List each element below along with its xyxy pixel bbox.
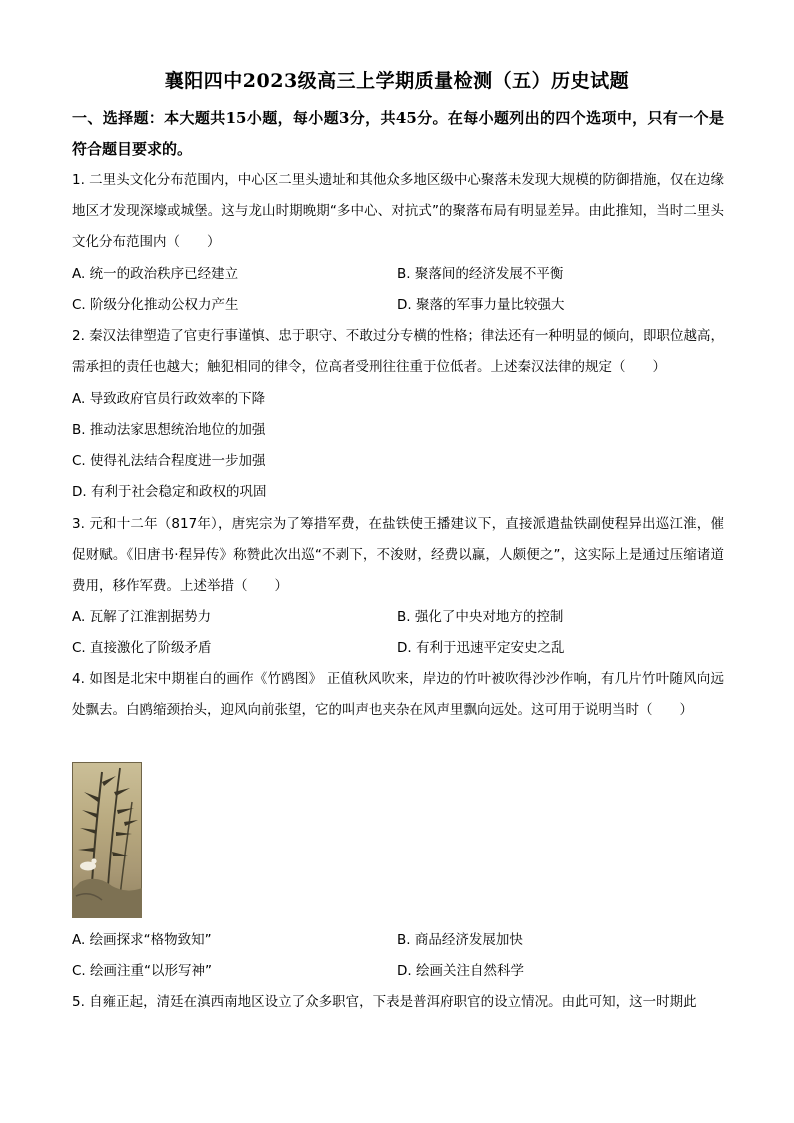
question-1-option-d: D. 聚落的军事力量比较强大 <box>397 297 565 313</box>
question-2-option-a: A. 导致政府官员行政效率的下降 <box>72 391 266 407</box>
question-1-option-c: C. 阶级分化推动公权力产生 <box>72 297 239 313</box>
page-title: 襄阳四中2023级高三上学期质量检测（五）历史试题 <box>164 70 630 92</box>
question-4-stem: 4. 如图是北宋中期崔白的画作《竹鸥图》 正值秋风吹来，岸边的竹叶被吹得沙沙作响，有几片竹叶随风向远处飘去。白鸥缩颈抬头，迎风向前张望，它的叫声也夹杂在风声里飘向远处。这可用于说明当时（ ） <box>72 671 724 718</box>
question-3-option-c: C. 直接激化了阶级矛盾 <box>72 640 212 656</box>
question-4-option-a: A. 绘画探求“格物致知” <box>72 932 212 948</box>
bamboo-gull-painting <box>72 762 142 918</box>
question-4-option-c: C. 绘画注重“以形写神” <box>72 963 212 979</box>
section-heading: 一、选择题：本大题共15小题，每小题3分，共45分。在每小题列出的四个选项中，只有一个是符合题目要求的。 <box>72 109 724 158</box>
question-2-option-b: B. 推动法家思想统治地位的加强 <box>72 422 266 438</box>
question-3-stem: 3. 元和十二年（817年），唐宪宗为了筹措军费，在盐铁使王播建议下，直接派遣盐铁副使程异出巡江淮，催促财赋。《旧唐书·程异传》称赞此次出巡“不剥下，不浚财，经费以赢，人颇便之”，这实际上是通过压缩诸道费用，移作军费。上述举措（ ） <box>72 516 724 594</box>
question-3-option-d: D. 有利于迅速平定安史之乱 <box>397 640 565 656</box>
question-1-option-a: A. 统一的政治秩序已经建立 <box>72 266 239 282</box>
question-5-stem: 5. 自雍正起，清廷在滇西南地区设立了众多职官，下表是普洱府职官的设立情况。由此可知，这一时期此 <box>72 994 697 1010</box>
question-2-option-d: D. 有利于社会稳定和政权的巩固 <box>72 484 267 500</box>
question-3-option-b: B. 强化了中央对地方的控制 <box>397 609 564 625</box>
question-3-option-a: A. 瓦解了江淮割据势力 <box>72 609 212 625</box>
question-1-stem: 1. 二里头文化分布范围内，中心区二里头遗址和其他众多地区级中心聚落未发现大规模的防御措施，仅在边缘地区才发现深壕或城堡。这与龙山时期晚期“多中心、对抗式”的聚落布局有明显差异。由此推知，当时二里头文化分布范围内（ ） <box>72 172 724 250</box>
question-2-option-c: C. 使得礼法结合程度进一步加强 <box>72 453 266 469</box>
question-4-option-b: B. 商品经济发展加快 <box>397 932 523 948</box>
question-1-option-b: B. 聚落间的经济发展不平衡 <box>397 266 564 282</box>
question-4-option-d: D. 绘画关注自然科学 <box>397 963 524 979</box>
question-2-stem: 2. 秦汉法律塑造了官吏行事谨慎、忠于职守、不敢过分专横的性格；律法还有一种明显的倾向，即职位越高，需承担的责任也越大；触犯相同的律令，位高者受刑往往重于位低者。上述秦汉法律的规定（ ） <box>72 328 724 375</box>
